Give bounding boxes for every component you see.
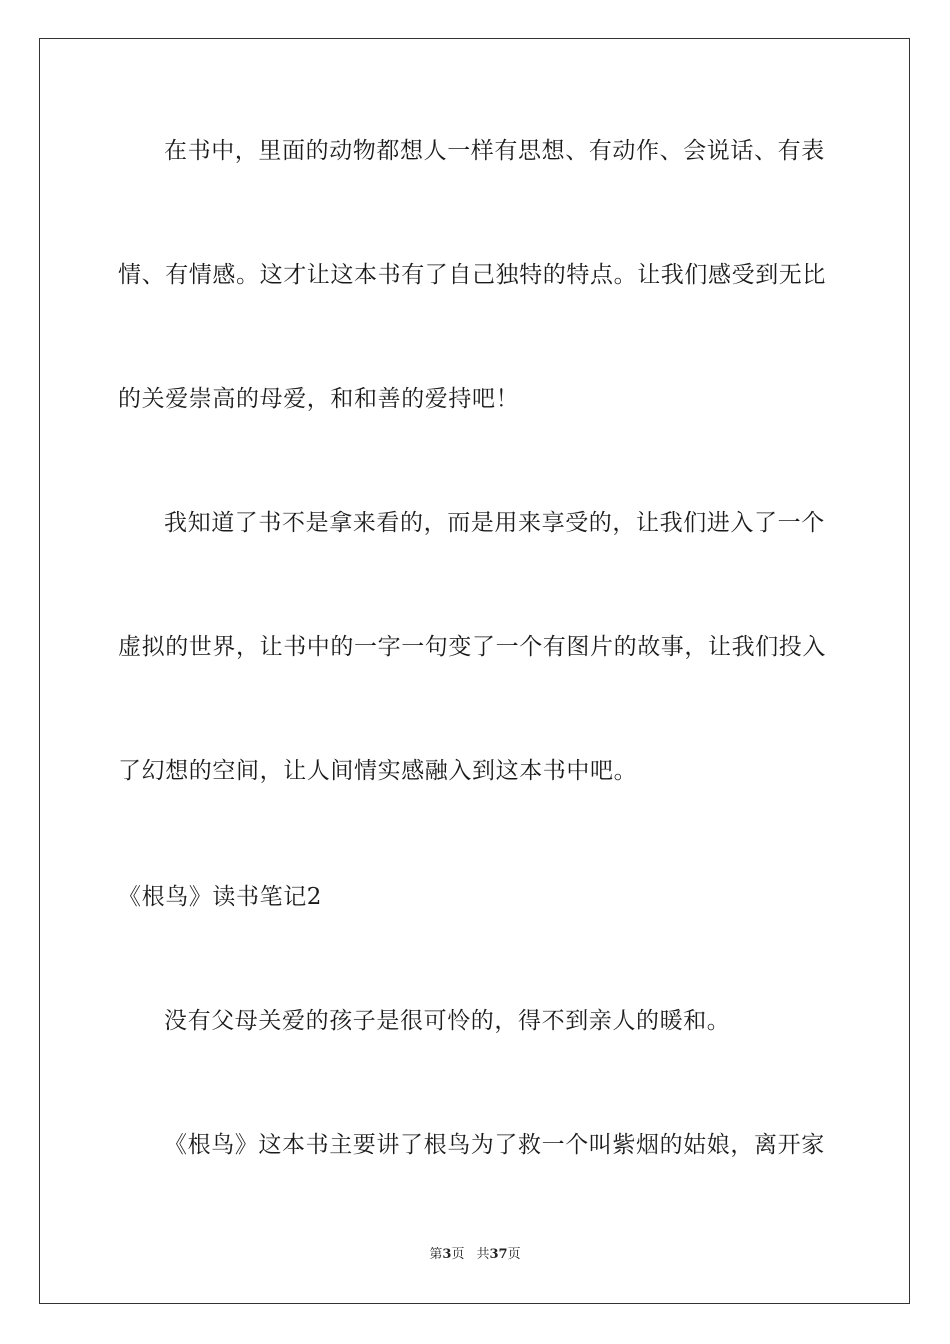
- paragraph-line: 在书中，里面的动物都想人一样有思想、有动作、会说话、有表: [164, 138, 825, 164]
- paragraph-line: 的关爱崇高的母爱，和和善的爱持吧！: [118, 386, 520, 412]
- total-prefix: 共: [476, 1247, 490, 1262]
- page-total: 37: [489, 1247, 508, 1262]
- page-current: 3: [442, 1247, 452, 1262]
- section-heading: 《根鸟》读书笔记2: [118, 884, 323, 910]
- page-border: [39, 38, 910, 1304]
- page-suffix: 页: [451, 1247, 465, 1262]
- paragraph-line: 情、有情感。这才让这本书有了自己独特的特点。让我们感受到无比: [118, 262, 826, 288]
- paragraph-line: 没有父母关爱的孩子是很可怜的，得不到亲人的暖和。: [164, 1008, 731, 1034]
- paragraph-line: 我知道了书不是拿来看的，而是用来享受的，让我们进入了一个: [164, 510, 825, 536]
- paragraph-line: 了幻想的空间，让人间情实感融入到这本书中吧。: [118, 758, 638, 784]
- paragraph-line: 虚拟的世界，让书中的一字一句变了一个有图片的故事，让我们投入: [118, 634, 826, 660]
- page-prefix: 第: [429, 1247, 443, 1262]
- paragraph-line: 《根鸟》这本书主要讲了根鸟为了救一个叫紫烟的姑娘，离开家: [164, 1132, 825, 1158]
- page-footer: [0, 1246, 950, 1264]
- total-suffix: 页: [507, 1247, 521, 1262]
